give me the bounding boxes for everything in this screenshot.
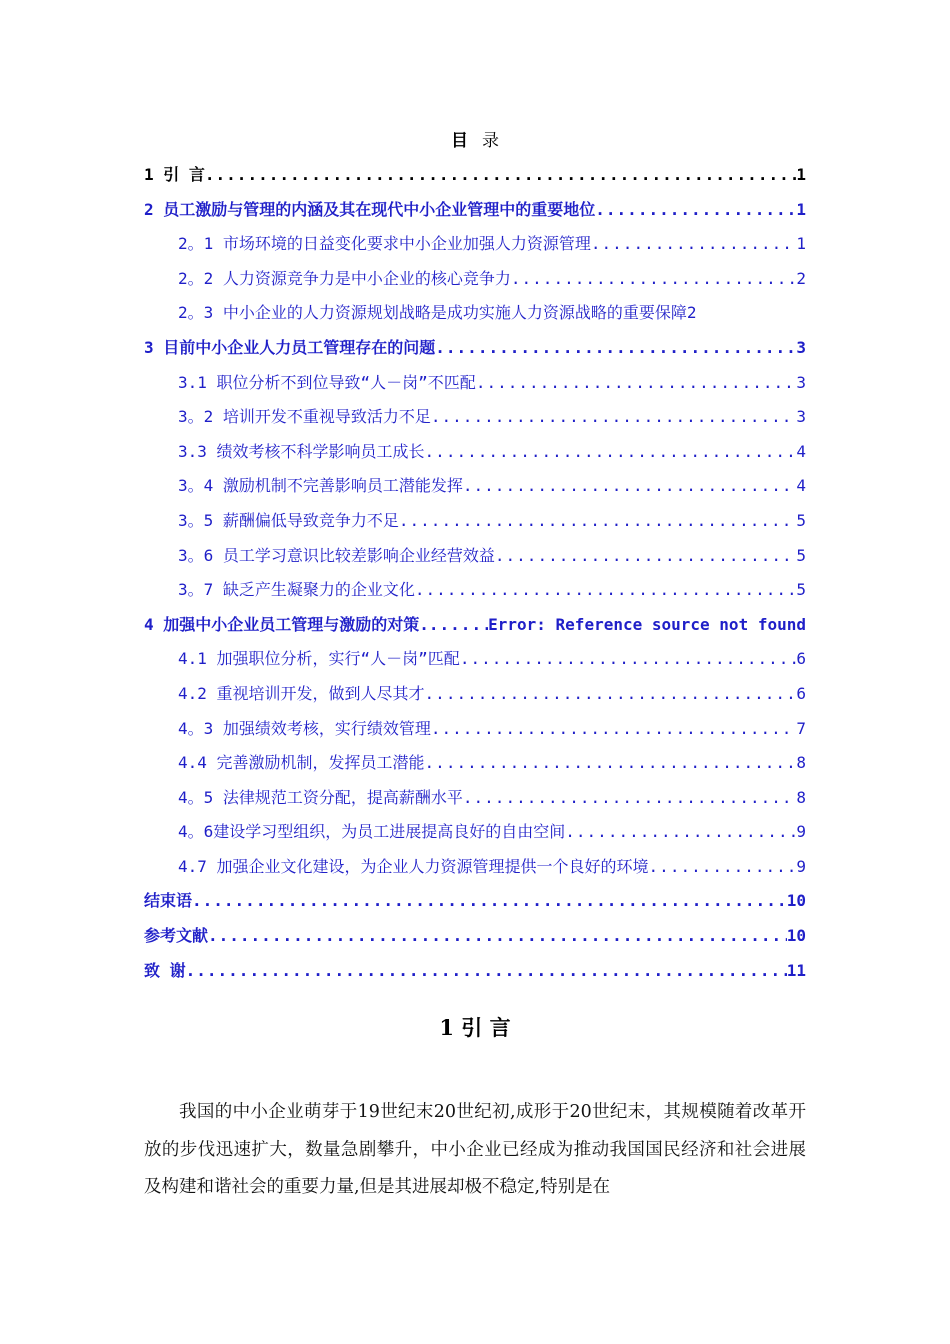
toc-entry[interactable] — [144, 366, 806, 401]
toc-entry-label: 2。1 市场环境的日益变化要求中小企业加强人力资源管理 — [178, 234, 591, 254]
toc-entry[interactable] — [144, 642, 806, 677]
toc-leader-dots — [595, 193, 796, 228]
toc-entry-page-number: 11 — [786, 960, 806, 980]
toc-entry[interactable] — [144, 781, 806, 816]
toc-entry-label: 3。7 缺乏产生凝聚力的企业文化 — [178, 580, 415, 600]
toc-leader-dots — [495, 539, 796, 574]
toc-entry-page-number: 6 — [796, 683, 806, 703]
toc-entry-page-number: Error: Reference source not found — [488, 614, 806, 634]
toc-entry-page-number: 7 — [796, 718, 806, 738]
toc-leader-dots — [208, 919, 787, 954]
toc-entry-page-number: 3 — [796, 337, 806, 357]
toc-entry[interactable] — [144, 815, 806, 850]
toc-entry-label: 4.2 重视培训开发，做到人尽其才 — [178, 683, 425, 703]
toc-entry-page-number: 5 — [796, 580, 806, 600]
toc-entry[interactable] — [144, 677, 806, 712]
toc-entry — [144, 158, 806, 193]
toc-leader-dots — [511, 262, 796, 297]
toc-entry-label: 4.4 完善激励机制，发挥员工潜能 — [178, 753, 425, 773]
toc-entry[interactable] — [144, 573, 806, 608]
toc-entry[interactable] — [144, 435, 806, 470]
toc-entry-label: 4。5 法律规范工资分配，提高薪酬水平 — [178, 787, 463, 807]
toc-entry[interactable] — [144, 884, 806, 919]
table-of-contents — [144, 158, 806, 988]
section-heading: 1 引 言 — [439, 1015, 511, 1040]
toc-entry-page-number: 1 — [796, 234, 806, 254]
toc-leader-dots — [425, 746, 797, 781]
toc-entry-label: 2。2 人力资源竞争力是中小企业的核心竞争力 — [178, 268, 511, 288]
toc-entry-page-number: 3 — [796, 407, 806, 427]
toc-entry-page-number: 8 — [796, 753, 806, 773]
toc-leader-dots — [205, 158, 796, 193]
toc-entry-label: 3。2 培训开发不重视导致活力不足 — [178, 407, 431, 427]
toc-entry-label: 4 加强中小企业员工管理与激励的对策. — [144, 614, 429, 634]
toc-entry-label: 4。3 加强绩效考核，实行绩效管理 — [178, 718, 431, 738]
toc-entry-page-number: 2 — [686, 303, 697, 323]
toc-entry[interactable] — [144, 539, 806, 574]
toc-title-char-2: 录 — [482, 131, 499, 151]
toc-entry-page-number: 3 — [796, 372, 806, 392]
toc-entry-label: 2 员工激励与管理的内涵及其在现代中小企业管理中的重要地位 — [144, 199, 596, 219]
toc-entry[interactable] — [144, 262, 806, 297]
toc-entry[interactable] — [144, 712, 806, 747]
toc-entry-label: 参考文献 — [144, 926, 209, 946]
toc-entry-label: 致 谢 — [144, 960, 186, 980]
toc-entry-page-number: 1 — [796, 165, 806, 184]
toc-entry-label: 4.7 加强企业文化建设，为企业人力资源管理提供一个良好的环境 — [178, 856, 649, 876]
toc-leader-dots — [186, 954, 787, 989]
toc-entry-page-number: 1 — [796, 199, 806, 219]
toc-entry-label: 结束语 — [144, 891, 193, 911]
toc-entry-label: 3。6 员工学习意识比较差影响企业经营效益 — [178, 545, 495, 565]
toc-entry-page-number: 8 — [796, 787, 806, 807]
toc-leader-dots — [425, 677, 797, 712]
toc-title-char-1: 目 — [451, 131, 468, 151]
toc-leader-dots — [463, 469, 796, 504]
toc-entry-page-number: 9 — [796, 822, 806, 842]
toc-entry-page-number: 5 — [796, 510, 806, 530]
toc-leader-dots — [425, 435, 797, 470]
toc-entry[interactable] — [144, 227, 806, 262]
toc-entry[interactable] — [144, 746, 806, 781]
toc-entry[interactable] — [144, 400, 806, 435]
toc-entry[interactable] — [144, 469, 806, 504]
toc-leader-dots — [192, 884, 787, 919]
toc-leader-dots — [476, 366, 797, 401]
toc-entry[interactable] — [144, 919, 806, 954]
toc-entry-page-number: 4 — [796, 441, 806, 461]
toc-entry[interactable] — [144, 850, 806, 885]
toc-leader-dots — [565, 815, 796, 850]
toc-entry[interactable] — [144, 296, 806, 331]
toc-leader-dots — [399, 504, 796, 539]
toc-entry-label: 3.3 绩效考核不科学影响员工成长 — [178, 441, 425, 461]
toc-entry-page-number: 10 — [786, 891, 806, 911]
toc-leader-dots — [460, 642, 797, 677]
toc-entry-label: 3 目前中小企业人力员工管理存在的问题 — [144, 337, 436, 357]
body-paragraph: 我国的中小企业萌芽于19世纪末20世纪初,成形于20世纪末，其规模随着改革开放的步伐迅速扩大，数量急剧攀升，中小企业已经成为推动我国国民经济和社会进展及构建和谐社会的重要力量,但是其进展却极不稳定,特别是在 — [144, 1102, 806, 1197]
toc-entry[interactable] — [144, 954, 806, 989]
toc-leader-dots — [429, 608, 488, 643]
toc-entry-label: 3。4 激励机制不完善影响员工潜能发挥 — [178, 476, 463, 496]
toc-leader-dots — [435, 331, 796, 366]
toc-leader-dots — [415, 573, 796, 608]
toc-entry-page-number: 5 — [796, 545, 806, 565]
toc-entry-label: 1 引 言 — [144, 165, 205, 184]
toc-leader-dots — [431, 400, 796, 435]
toc-entry-page-number: 10 — [786, 926, 806, 946]
toc-entry-label: 3。5 薪酬偏低导致竞争力不足 — [178, 510, 399, 530]
toc-entry[interactable] — [144, 331, 806, 366]
toc-entry-page-number: 9 — [796, 856, 806, 876]
toc-leader-dots — [649, 850, 797, 885]
toc-entry[interactable] — [144, 504, 806, 539]
toc-entry-label: 3.1 职位分析不到位导致“人－岗”不匹配 — [178, 372, 476, 392]
toc-leader-dots — [431, 712, 796, 747]
toc-entry-label: 4。6建设学习型组织，为员工进展提高良好的自由空间 — [178, 822, 566, 842]
toc-entry[interactable] — [144, 193, 806, 228]
toc-title — [0, 126, 950, 151]
toc-entry-label: 4.1 加强职位分析，实行“人－岗”匹配 — [178, 649, 460, 669]
toc-entry-page-number: 2 — [796, 268, 806, 288]
toc-entry-page-number: 6 — [796, 649, 806, 669]
toc-entry-label: 2。3 中小企业的人力资源规划战略是成功实施人力资源战略的重要保障 — [178, 303, 687, 323]
toc-entry-page-number: 4 — [796, 476, 806, 496]
toc-entry[interactable] — [144, 608, 806, 643]
toc-leader-dots — [463, 781, 796, 816]
toc-leader-dots — [591, 227, 796, 262]
